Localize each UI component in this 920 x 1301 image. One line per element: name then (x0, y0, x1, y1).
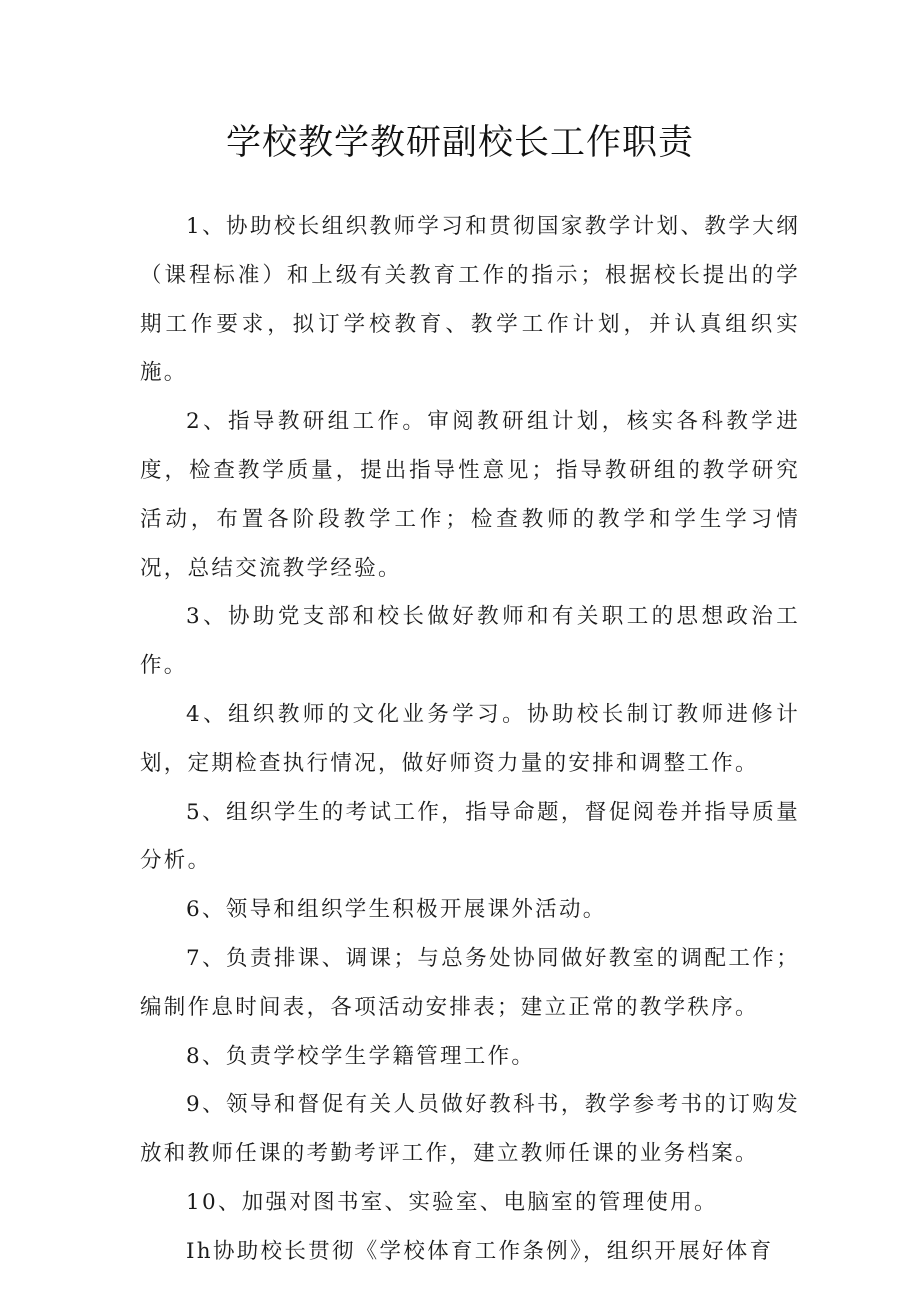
paragraph-3: 3、协助党支部和校长做好教师和有关职工的思想政治工作。 (140, 604, 800, 679)
paragraph-5: 5、组织学生的考试工作，指导命题，督促阅卷并指导质量分析。 (140, 799, 800, 874)
paragraph-10: 10、加强对图书室、实验室、电脑室的管理使用。 (186, 1189, 718, 1215)
paragraph-1: 1、协助校长组织教师学习和贯彻国家教学计划、教学大纲（课程标准）和上级有关教育工作的指示；根据校长提出的学期工作要求，拟订学校教育、教学工作计划，并认真组织实施。 (140, 214, 800, 386)
paragraph-6: 6、领导和组织学生积极开展课外活动。 (186, 897, 607, 923)
paragraph-7: 7、负责排课、调课；与总务处协同做好教室的调配工作；编制作息时间表，各项活动安排表；建立正常的教学秩序。 (140, 945, 800, 1020)
paragraph-11: Ih协助校长贯彻《学校体育工作条例》，组织开展好体育 (186, 1238, 774, 1264)
document-body (140, 203, 800, 1277)
paragraph-9: 9、领导和督促有关人员做好教科书，教学参考书的订购发放和教师任课的考勤考评工作，建立教师任课的业务档案。 (140, 1092, 800, 1167)
paragraph-8: 8、负责学校学生学籍管理工作。 (186, 1043, 536, 1069)
paragraph-2: 2、指导教研组工作。审阅教研组计划，核实各科教学进度，检查教学质量，提出指导性意见；指导教研组的教学研究活动，布置各阶段教学工作；检查教师的教学和学生学习情况，总结交流教学经验。 (140, 409, 800, 581)
paragraph-4: 4、组织教师的文化业务学习。协助校长制订教师进修计划，定期检查执行情况，做好师资力量的安排和调整工作。 (140, 701, 800, 776)
document-title: 学校教学教研副校长工作职责 (225, 123, 694, 163)
